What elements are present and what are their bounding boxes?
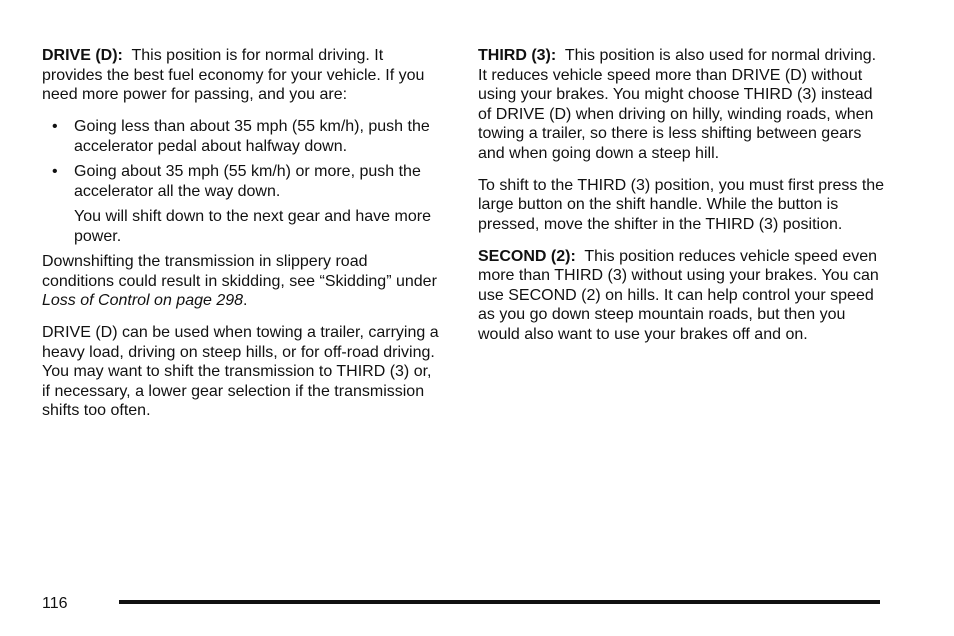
bullet-icon: • — [52, 118, 58, 135]
downshift-paragraph — [42, 252, 442, 311]
downshift-text: Downshifting the transmission in slippery road conditions could result in skidding, see “Skidding” under — [42, 253, 437, 290]
drive-paragraph — [42, 46, 442, 105]
third-heading: THIRD (3): — [478, 47, 557, 64]
shift-to-third-paragraph: To shift to the THIRD (3) position, you must first press the large button on the shift handle. While the button is pressed, move the shifter in the THIRD (3) position. — [478, 176, 885, 233]
third-text: This position is also used for normal driving. It reduces vehicle speed more than DRIVE (D) without using your brakes. You might choose THIRD (3) instead of DRIVE (D) when driving on hilly, winding roads, when towing a trailer, so there is less shifting between gears and when going down a steep hill. — [478, 47, 877, 162]
second-paragraph — [478, 247, 888, 345]
list-item-text: Going about 35 mph (55 km/h) or more, push the accelerator all the way down. — [74, 163, 421, 200]
cross-reference: Loss of Control on page 298 — [42, 292, 244, 309]
power-bullet-list — [42, 117, 442, 201]
third-paragraph — [478, 46, 888, 163]
list-item — [42, 162, 442, 201]
second-text: This position reduces vehicle speed even more than THIRD (3) without using your brakes. You can use SECOND (2) on hills. It can help control your speed as you go down steep mountain roads, but then you would also want to use your brakes off and on. — [478, 247, 879, 343]
list-item — [42, 117, 442, 156]
page-number: 116 — [42, 595, 68, 612]
drive-heading: DRIVE (D): — [42, 47, 123, 64]
second-heading: SECOND (2): — [478, 247, 576, 265]
left-column — [42, 46, 442, 433]
towing-paragraph: DRIVE (D) can be used when towing a trailer, carrying a heavy load, driving on steep hills, or for off-road driving. You may want to shift the transmission to THIRD (3) or, if necessary, a lower gear selection if the transmission shifts too often. — [42, 324, 439, 419]
right-column — [478, 46, 888, 357]
downshift-end: . — [243, 292, 248, 309]
bullet-icon: • — [52, 163, 58, 180]
drive-text: This position is for normal driving. It provides the best fuel economy for your vehicle. If you need more power for passing, and you are: — [42, 47, 425, 103]
footer-divider — [119, 600, 880, 604]
shift-down-note: You will shift down to the next gear and have more power. — [74, 208, 431, 245]
list-item-text: Going less than about 35 mph (55 km/h), push the accelerator pedal about halfway down. — [74, 118, 430, 155]
